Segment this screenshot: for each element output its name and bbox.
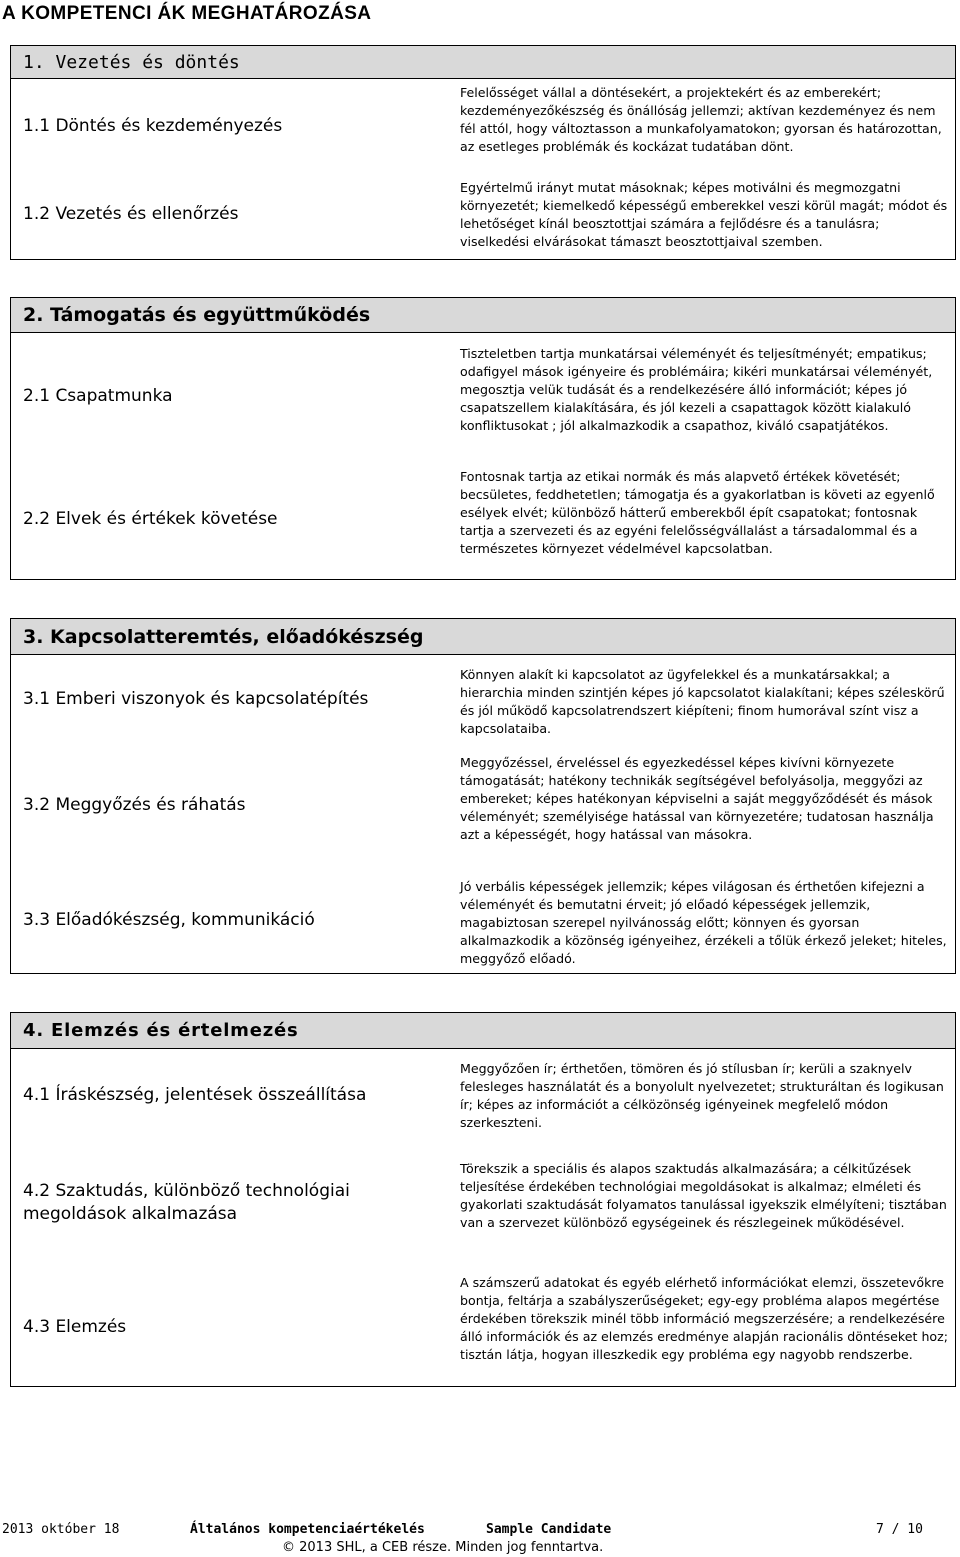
competency-description: Fontosnak tartja az etikai normák és más alapvető értékek követését; becsületes, feddhetetlen; támogatja és a gyakorlatban is követi az egyenlő esélyek elvét; különböző hátterű emberekből épít csapatokat; fontosnak tartja a szervezeti és az egyéni felelősségvállalást a társadalommal és a természetes környezet védelmével kapcsolatban. [460, 469, 935, 556]
competency-description: Tiszteletben tartja munkatársai véleményét és teljesítményét; empatikus; odafigyel mások igényeire és problémáira; kikéri munkatársai véleményét, megosztja velük tudását és a rendelkezésére álló információt; képes jó csapatszellem kialakítására, és jól kezeli a csapattagok között kialakuló konfliktusokat ; jól alkalmazkodik a csapathoz, kiváló csapatjátékos. [460, 346, 933, 433]
section-1 [10, 45, 956, 260]
section-title: 3. Kapcsolatteremtés, előadókészség [23, 626, 424, 648]
competency-description: Törekszik a speciális és alapos szaktudás alkalmazására; a célkitűzések teljesítése érdekében technológiai megoldásokat is alkalmaz; elméleti és gyakorlati szaktudását folyamatos tanulással igyekszik elmélyíteni; tisztában van a szervezet különböző egységeinek és részlegeinek működésével. [460, 1161, 947, 1230]
footer-copyright: © 2013 SHL, a CEB része. Minden jog fenntartva. [282, 1540, 604, 1555]
competency-description: Felelősséget vállal a döntésekért, a projektekért és az emberekért; kezdeményezőkészség és önállóság jellemzi; aktívan kezdeményez és nem fél attól, hogy változtasson a munkafolyamatokon; gyorsan és határozottan, az esetleges problémák és kockázat tudatában dönt. [460, 85, 942, 154]
competency-description: Meggyőzően ír; érthetően, tömören és jó stílusban ír; kerüli a szaknyelv felesleges használatát és a bonyolult nyelvezetet; strukturáltan és logikusan ír; képes az információt a célközönség igényeinek megfelelő módon szerkeszteni. [460, 1061, 944, 1130]
footer-page-number: 7 / 10 [876, 1522, 923, 1537]
competency-label: 4.2 Szaktudás, különböző technológiai megoldások alkalmazása [23, 1181, 350, 1224]
footer-report-title: Általános kompetenciaértékelés [190, 1522, 425, 1537]
competency-label: 1.2 Vezetés és ellenőrzés [23, 204, 239, 224]
competency-description: Egyértelmű irányt mutat másoknak; képes motiválni és megmozgatni környezetét; kiemelkedő képességű emberekkel veszi körül magát; módot és lehetőséget kínál beosztottjai számára a fejlődésre és a tanulásra; viselkedési elvárásokat támaszt beosztottjaival szemben. [460, 180, 948, 249]
competency-label: 2.1 Csapatmunka [23, 386, 173, 406]
section-title: 4. Elemzés és értelmezés [23, 1020, 299, 1041]
competency-description: Jó verbális képességek jellemzik; képes világosan és érthetően kifejezni a véleményét és bemutatni érveit; jó előadó képességek jellemzik, magabiztosan szerepel nyilvánosság előtt; könnyen és gyorsan alkalmazkodik a közönség igényeihez, érzékeli a tőlük érkező jeleket; hiteles, meggyőző előadó. [460, 879, 947, 966]
section-title: 2. Támogatás és együttműködés [23, 304, 371, 326]
section-header [11, 46, 955, 79]
section-header [11, 619, 955, 655]
section-header [11, 298, 955, 333]
footer-date: 2013 október 18 [2, 1522, 120, 1537]
section-title: 1. Vezetés és döntés [23, 52, 240, 73]
competency-label: 3.3 Előadókészség, kommunikáció [23, 910, 315, 930]
competency-label: 4.1 Íráskészség, jelentések összeállítása [23, 1085, 367, 1105]
competency-description: Meggyőzéssel, érveléssel és egyezkedéssel képes kivívni környezete támogatását; hatékony technikák segítségével befolyásolja, meggyőzi az embereket; képes hatékonyan képviselni a saját meggyőződését és mások véleményét; személyisége hatással van környezetére; tudatosan használja azt a képességét, hogy hatással van másokra. [460, 755, 934, 842]
section-4 [10, 1012, 956, 1387]
section-header [11, 1013, 955, 1049]
competency-label: 3.1 Emberi viszonyok és kapcsolatépítés [23, 689, 369, 709]
document-title: A KOMPETENCI ÁK MEGHATÁROZÁSA [2, 3, 372, 24]
footer-candidate: Sample Candidate [486, 1522, 612, 1537]
competency-label: 2.2 Elvek és értékek követése [23, 509, 278, 529]
competency-description: Könnyen alakít ki kapcsolatot az ügyfelekkel és a munkatársakkal; a hierarchia minden szintjén képes jó kapcsolatot kialakítani; képes széleskörű és jól működő kapcsolatrendszert kiépíteni; finom humorával színt visz a kapcsolataiba. [460, 667, 945, 736]
competency-description: A számszerű adatokat és egyéb elérhető információkat elemzi, összetevőkre bontja, feltárja a szabályszerűségeket; egy-egy probléma alapos megértése érdekében törekszik minél több információ megszerzésére; a rendelkezésére álló információk és az elemzés eredménye alapján racionális döntéseket hoz; tisztán látja, hogyan illeszkedik egy probléma egy nagyobb rendszerbe. [460, 1275, 948, 1362]
competency-label: 3.2 Meggyőzés és ráhatás [23, 795, 246, 815]
section-3 [10, 618, 956, 974]
competency-label: 1.1 Döntés és kezdeményezés [23, 116, 283, 136]
competency-label: 4.3 Elemzés [23, 1317, 127, 1337]
section-2 [10, 297, 956, 580]
